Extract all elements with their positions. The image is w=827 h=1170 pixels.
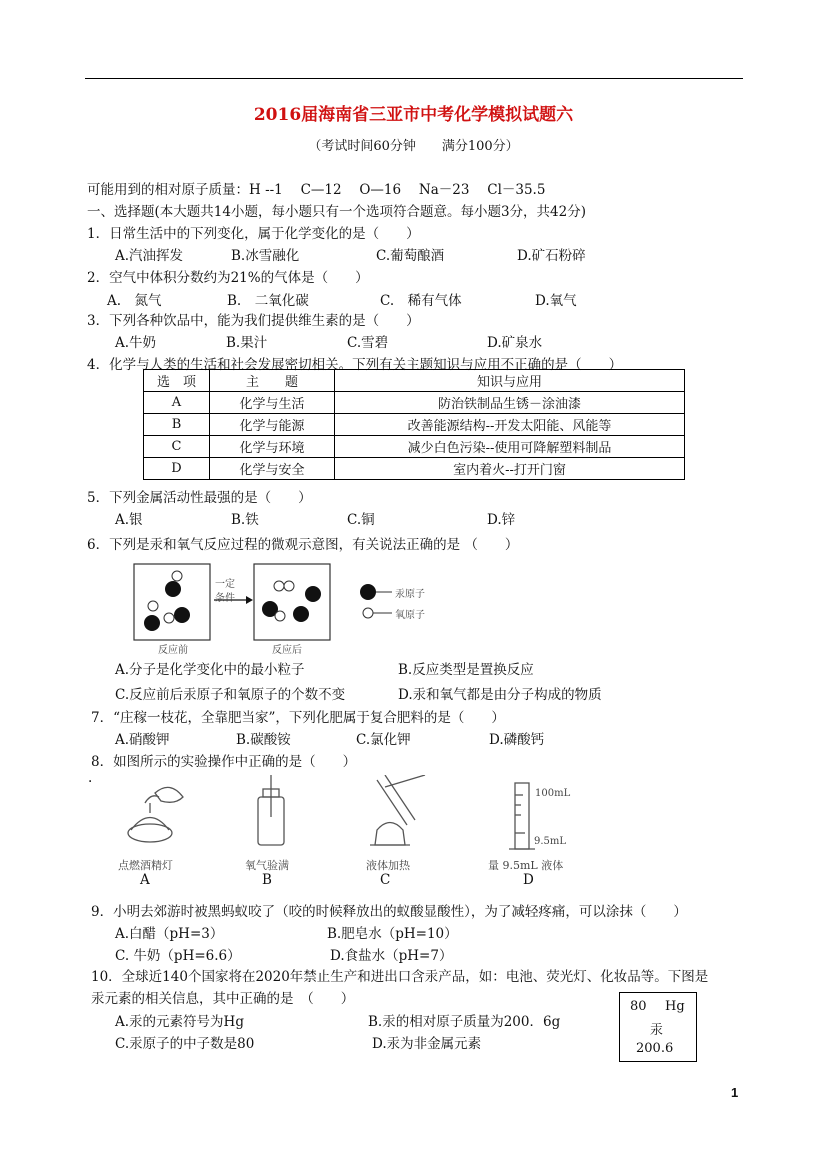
q6-option-a: A.分子是化学变化中的最小粒子: [115, 662, 305, 678]
q7-option-d: D.磷酸钙: [489, 732, 545, 748]
table-cell: 化学与环境: [210, 436, 335, 458]
atomic-mass: 200.6: [636, 1041, 674, 1056]
caption-b: 氧气验满: [245, 859, 289, 872]
mercury-atom: [165, 581, 181, 597]
q2-stem: 2．空气中体积分数约为21%的气体是（ ）: [87, 270, 369, 286]
cylinder-top-label: 100mL: [535, 788, 571, 799]
figure-letter-b: B: [262, 872, 272, 888]
oxygen-atom: [284, 581, 294, 591]
table-cell: 化学与能源: [210, 414, 335, 436]
q5-option-b: B.铁: [231, 512, 259, 528]
cylinder-illustration: [509, 783, 535, 849]
q5-stem: 5．下列金属活动性最强的是（ ）: [87, 490, 312, 506]
q4-table: [143, 369, 685, 480]
caption-c: 液体加热: [366, 859, 410, 872]
figure-letter-a: A: [140, 872, 150, 888]
q3-option-d: D.矿泉水: [487, 335, 543, 351]
section-heading: 一、选择题(本大题共14小题，每小题只有一个选项符合题意。每小题3分，共42分): [87, 204, 586, 220]
q6-option-c: C.反应前后汞原子和氧原子的个数不变: [115, 687, 346, 703]
mercury-atom: [293, 606, 309, 622]
element-symbol: Hg: [665, 999, 685, 1014]
oxygen-atom: [172, 571, 182, 581]
q7-option-a: A.硝酸钾: [115, 732, 170, 748]
table-cell: 化学与生活: [210, 392, 335, 414]
q2-option-a: A. 氮气: [107, 293, 162, 309]
q10-stem-line2: 汞元素的相关信息，其中正确的是 （ ）: [91, 991, 355, 1007]
arrow-label-top: 一定: [215, 579, 235, 590]
stray-dot: .: [88, 770, 93, 786]
oxygen-atom: [275, 611, 285, 621]
q9-stem: 9．小明去郊游时被黑蚂蚁咬了（咬的时候释放出的蚁酸显酸性），为了减轻疼痛，可以涂抹（ ）: [91, 904, 687, 920]
q6-stem: 6．下列是汞和氧气反应过程的微观示意图，有关说法正确的是 （ ）: [87, 537, 519, 553]
q1-option-b: B.冰雪融化: [231, 248, 300, 264]
q10-stem-line1: 10．全球近140个国家将在2020年禁止生产和进出口含汞产品，如：电池、荧光灯、化妆品等。下图是: [91, 969, 709, 985]
table-cell: 改善能源结构--开发太阳能、风能等: [335, 414, 685, 436]
table-cell: 化学与安全: [210, 458, 335, 480]
table-cell: B: [144, 414, 210, 436]
lab-figure-svg: [115, 775, 565, 855]
q1-option-d: D.矿石粉碎: [517, 248, 586, 264]
q5-option-c: C.铜: [347, 512, 375, 528]
q7-option-b: B.碳酸铵: [236, 732, 291, 748]
legend-oxygen: 氧原子: [395, 610, 425, 621]
oxygen-atom: [148, 601, 158, 611]
q10-option-b: B.汞的相对原子质量为200．6g: [368, 1014, 561, 1030]
table-row: [144, 392, 685, 414]
table-cell: A: [144, 392, 210, 414]
q6-option-b: B.反应类型是置换反应: [398, 662, 534, 678]
q9-option-b: B.肥皂水（pH=10）: [327, 926, 458, 942]
caption-d: 量 9.5mL 液体: [488, 859, 564, 872]
q6-option-d: D.汞和氧气都是由分子构成的物质: [398, 687, 602, 703]
alcohol-lamp-illustration: [128, 787, 183, 842]
q10-option-d: D.汞为非金属元素: [372, 1036, 482, 1052]
after-label: 反应后: [272, 645, 302, 656]
figure-letter-c: C: [380, 872, 391, 888]
after-box: [254, 564, 330, 640]
mercury-legend-icon: [360, 584, 376, 600]
q3-option-c: C.雪碧: [347, 335, 389, 351]
heating-tube-illustration: [370, 775, 425, 845]
q5-option-d: D.锌: [487, 512, 516, 528]
q1-stem: 1．日常生活中的下列变化，属于化学变化的是（ ）: [87, 226, 420, 242]
q9-option-a: A.白醋（pH=3）: [115, 926, 224, 942]
table-cell: 室内着火--打开门窗: [335, 458, 685, 480]
q7-stem: 7．“庄稼一枝花，全靠肥当家”，下列化肥属于复合肥料的是（ ）: [91, 710, 505, 726]
legend-mercury: 汞原子: [395, 589, 425, 600]
q4-stem: 4．化学与人类的生活和社会发展密切相关。下列有关主题知识与应用不正确的是（ ）: [87, 357, 623, 373]
q9-option-c: C. 牛奶（pH=6.6）: [115, 948, 241, 964]
table-row: [144, 414, 685, 436]
mercury-atom: [174, 607, 190, 623]
q10-option-c: C.汞原子的中子数是80: [115, 1036, 255, 1052]
table-header: 主 题: [210, 370, 335, 392]
caption-a: 点燃酒精灯: [118, 859, 173, 872]
figure-letter-d: D: [523, 872, 534, 888]
table-row: [144, 458, 685, 480]
table-header-row: [144, 370, 685, 392]
element-name: 汞: [650, 1023, 664, 1038]
q2-option-b: B. 二氧化碳: [227, 293, 309, 309]
table-cell: 减少白色污染--使用可降解塑料制品: [335, 436, 685, 458]
table-cell: D: [144, 458, 210, 480]
q1-option-c: C.葡萄酿酒: [376, 248, 445, 264]
page-title: 2016届海南省三亚市中考化学模拟试题六: [253, 105, 574, 125]
q10-option-a: A.汞的元素符号为Hg: [115, 1014, 244, 1030]
q3-option-b: B.果汁: [226, 335, 268, 351]
gas-bottle-illustration: [258, 775, 284, 845]
q2-option-c: C. 稀有气体: [380, 293, 462, 309]
table-header: 选 项: [144, 370, 210, 392]
before-label: 反应前: [158, 645, 188, 656]
header-rule: [85, 78, 743, 79]
cylinder-mark-label: 9.5mL: [534, 836, 567, 847]
oxygen-atom: [274, 581, 284, 591]
q8-stem: 8．如图所示的实验操作中正确的是（ ）: [91, 754, 357, 770]
oxygen-legend-icon: [363, 608, 373, 618]
element-card: [619, 992, 697, 1062]
q5-option-a: A.银: [115, 512, 143, 528]
exam-info: （考试时间60分钟 满分100分）: [308, 139, 519, 154]
mercury-atom: [144, 615, 160, 631]
page-number: 1: [731, 1085, 739, 1100]
q7-option-c: C.氯化钾: [356, 732, 411, 748]
q2-option-d: D.氧气: [535, 293, 577, 309]
atomic-masses: 可能用到的相对原子质量：H --1 C—12 O—16 Na－23 Cl－35.5: [87, 182, 546, 198]
q1-option-a: A.汽油挥发: [115, 248, 184, 264]
q9-option-d: D.食盐水（pH=7）: [330, 948, 453, 964]
q3-option-a: A.牛奶: [115, 335, 157, 351]
arrow-head: [246, 596, 253, 604]
arrow-label-bottom: 条件: [215, 593, 235, 604]
table-cell: 防治铁制品生锈－涂油漆: [335, 392, 685, 414]
table-header: 知识与应用: [335, 370, 685, 392]
mercury-atom: [305, 586, 321, 602]
table-row: [144, 436, 685, 458]
q3-stem: 3．下列各种饮品中，能为我们提供维生素的是（ ）: [87, 313, 420, 329]
oxygen-atom: [164, 613, 174, 623]
atomic-number: 80: [630, 999, 647, 1014]
table-cell: C: [144, 436, 210, 458]
